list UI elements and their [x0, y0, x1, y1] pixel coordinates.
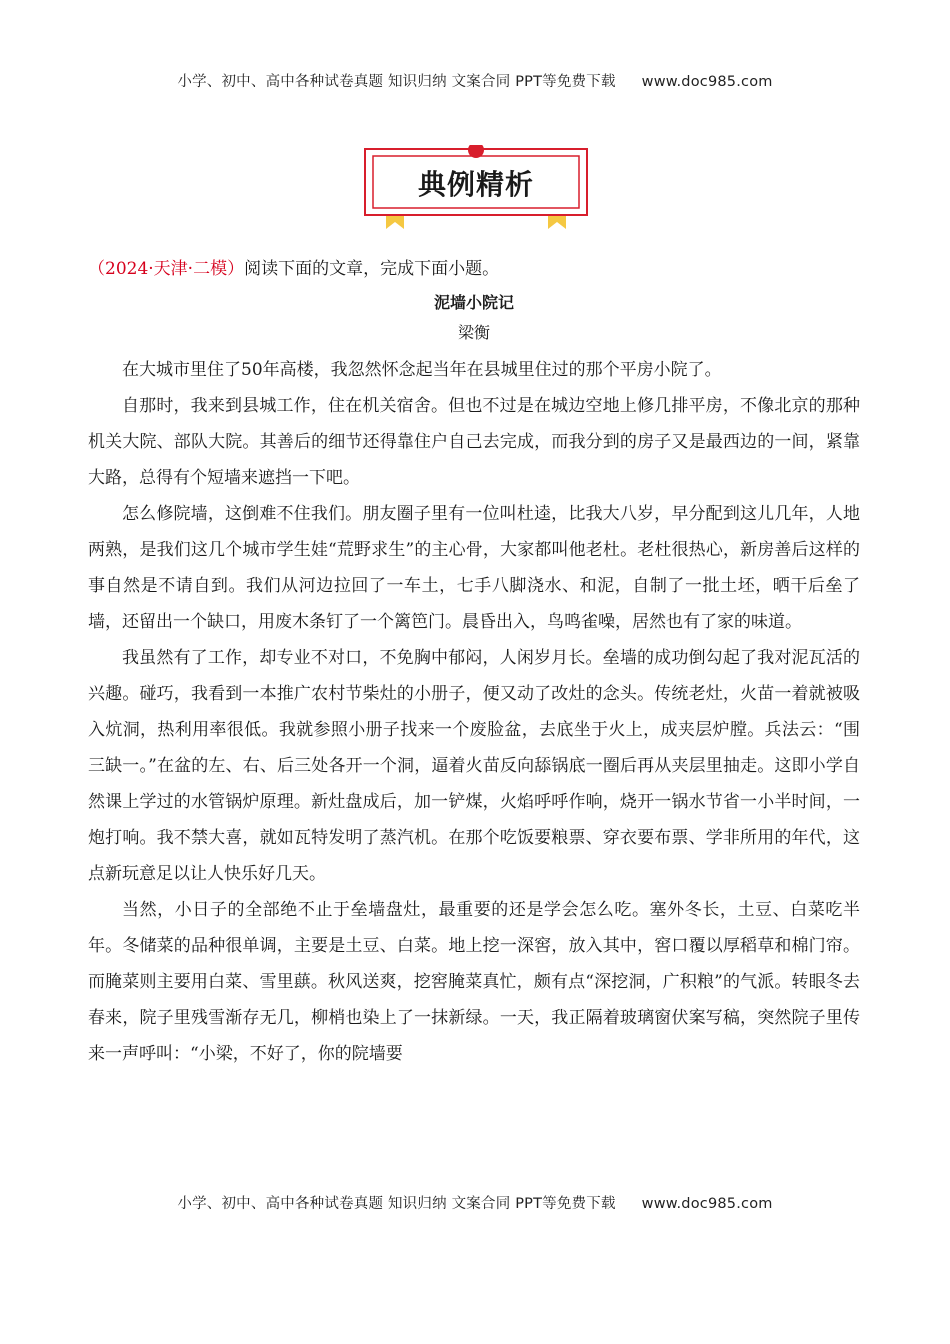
article-paragraph: 自那时，我来到县城工作，住在机关宿舍。但也不过是在城边空地上修几排平房，不像北京的那种机关大院、部队大院。其善后的细节还得靠住户自己去完成，而我分到的房子又是最西边的一间，紧靠大路，总得有个短墙来遮挡一下吧。	[88, 396, 860, 488]
page-footer	[0, 1192, 950, 1213]
header-site-link[interactable]: www.doc985.com	[641, 74, 773, 90]
article-paragraph: 怎么修院墙，这倒难不住我们。朋友圈子里有一位叫杜逵，比我大八岁，早分配到这儿几年，人地两熟，是我们这几个城市学生娃“荒野求生”的主心骨，大家都叫他老杜。老杜很热心，新房善后这样的事自然是不请自到。我们从河边拉回了一车土，七手八脚浇水、和泥，自制了一批土坯，晒干后垒了墙，还留出一个缺口，用废木条钉了一个篱笆门。晨昏出入，鸟鸣雀噪，居然也有了家的味道。	[88, 504, 860, 632]
article-paragraph: 当然，小日子的全部绝不止于垒墙盘灶，最重要的还是学会怎么吃。塞外冬长，土豆、白菜吃半年。冬储菜的品种很单调，主要是土豆、白菜。地上挖一深窖，放入其中，窖口覆以厚稻草和棉门帘。而腌菜则主要用白菜、雪里蕻。秋风送爽，挖窖腌菜真忙，颇有点“深挖洞，广积粮”的气派。转眼冬去春来，院子里残雪渐存无几，柳梢也染上了一抹新绿。一天，我正隔着玻璃窗伏案写稿，突然院子里传来一声呼叫：“小梁，不好了，你的院墙要	[88, 900, 860, 1064]
question-source: （2024·天津·二模）	[88, 259, 245, 279]
banner-title: 典例精析	[417, 168, 534, 201]
page-header	[0, 70, 950, 91]
header-text: 小学、初中、高中各种试卷真题 知识归纳 文案合同 PPT等免费下载	[177, 74, 616, 90]
article-title: 泥墙小院记	[433, 293, 514, 312]
main-content	[88, 254, 860, 1072]
question-instruction: 阅读下面的文章，完成下面小题。	[244, 259, 500, 279]
footer-text: 小学、初中、高中各种试卷真题 知识归纳 文案合同 PPT等免费下载	[177, 1196, 616, 1212]
footer-site-link[interactable]: www.doc985.com	[641, 1196, 773, 1212]
article-paragraph: 我虽然有了工作，却专业不对口，不免胸中郁闷，人闲岁月长。垒墙的成功倒勾起了我对泥瓦活的兴趣。碰巧，我看到一本推广农村节柴灶的小册子，便又动了改灶的念头。传统老灶，火苗一着就被吸入炕洞，热利用率很低。我就参照小册子找来一个废脸盆，去底坐于火上，成夹层炉膛。兵法云：“围三缺一。”在盆的左、右、后三处各开一个洞，逼着火苗反向舔锅底一圈后再从夹层里抽走。这即小学自然课上学过的水管锅炉原理。新灶盘成后，加一铲煤，火焰呼呼作响，烧开一锅水节省一小半时间，一炮打响。我不禁大喜，就如瓦特发明了蒸汽机。在那个吃饭要粮票、穿衣要布票、学非所用的年代，这点新玩意足以让人快乐好几天。	[88, 648, 860, 884]
article-paragraph: 在大城市里住了50年高楼，我忽然怀念起当年在县城里住过的那个平房小院了。	[122, 360, 722, 380]
article-author: 梁衡	[457, 323, 490, 342]
question-prompt	[88, 254, 860, 284]
section-banner	[364, 145, 588, 231]
